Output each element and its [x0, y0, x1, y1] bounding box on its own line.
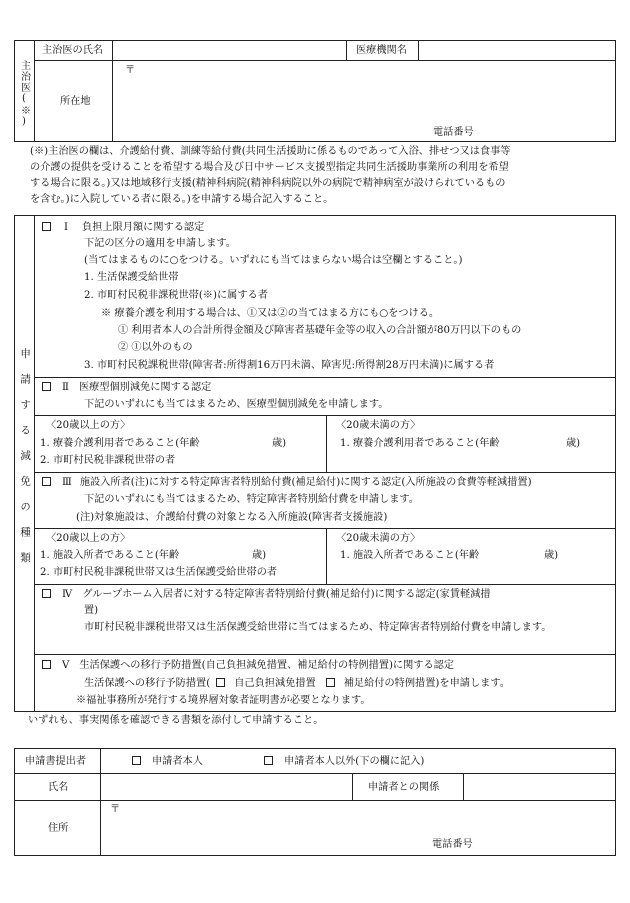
doctor-side-label: 主治医(※) — [18, 60, 30, 128]
section-3-left-item-1: 1. 施設入所者であること(年齢 — [40, 550, 180, 561]
section-4-title-cont: 置) — [84, 605, 99, 616]
reduction-side-divider — [34, 215, 35, 712]
section-2-left-item-1: 1. 療養介護利用者であること(年齢 — [40, 438, 200, 449]
section-1-item-1[interactable]: 1. 生活保護受給世帯 — [84, 272, 179, 283]
section-3-column-divider — [326, 528, 327, 584]
section-3-subdivider — [34, 528, 616, 529]
doctor-institution-label: 医療機関名 — [356, 45, 407, 56]
section-2-line-1: 下記のいずれにも当てはまるため、医療型個別減免を申請します。 — [84, 399, 389, 410]
reduction-side-label: 申請する減免の種類 — [19, 348, 32, 578]
section-3-left-item-2: 2. 市町村民税非課税世帯又は生活保護受給世帯の者 — [40, 567, 278, 578]
section-1-line-2: (当てはまるものに○をつける。いずれにも当てはまらない場合は空欄とすること。) — [84, 255, 463, 266]
doctor-address-label: 所在地 — [60, 96, 91, 107]
section-4-checkbox[interactable] — [42, 589, 51, 598]
submitter-other-checkbox[interactable] — [264, 756, 273, 765]
doctor-note-line-4: を含む。)に入院している者に限る。)を申請する場合記入すること。 — [30, 194, 334, 205]
section-3-right-item-1: 1. 施設入所者であること(年齢 — [340, 550, 480, 561]
section-2-right-age-field[interactable] — [508, 435, 564, 450]
section-2-left-item-2: 2. 市町村民税非課税世帯の者 — [40, 455, 176, 466]
section-5-line-1: 生活保護への移行予防措置( 自己負担減免措置 補足給付の特例措置)を申請します。 — [84, 678, 510, 689]
doctor-side-divider — [34, 40, 35, 142]
submitter-relation-divider-1 — [352, 773, 353, 800]
section-1-line-1: 下記の区分の適用を申請します。 — [84, 238, 236, 249]
section-2-divider — [34, 472, 616, 473]
doctor-inst-divider-2 — [418, 40, 419, 60]
submitter-phone-label: 電話番号 — [432, 839, 473, 850]
submitter-row-divider-1 — [14, 773, 616, 774]
section-1-divider — [34, 377, 616, 378]
submitter-self-checkbox[interactable] — [132, 756, 141, 765]
section-2-right-item-1: 1. 療養介護利用者であること(年齢 — [340, 438, 500, 449]
section-4-line-1: 市町村民税非課税世帯又は生活保護受給世帯に当てはまるため、特定障害者特別給付費を申請します。 — [84, 622, 552, 633]
section-2-left-age: 歳) — [272, 438, 287, 449]
section-3-checkbox[interactable] — [42, 477, 51, 486]
doctor-name-field[interactable] — [114, 42, 344, 58]
section-4-divider — [34, 654, 616, 655]
section-2-title[interactable]: Ⅱ 医療型個別減免に関する認定 — [42, 381, 211, 395]
submitter-relation-label: 申請者との関係 — [368, 782, 440, 793]
section-1-item-6[interactable]: 3. 市町村民税課税世帯(障害者:所得割16万円未満、障害児:所得割28万円未満)に属する者 — [84, 360, 495, 371]
supplementary-special-checkbox[interactable] — [326, 678, 335, 687]
submitter-postal-mark: 〒 — [110, 804, 121, 815]
section-1-checkbox[interactable] — [42, 222, 51, 231]
section-1-title[interactable]: Ⅰ 負担上限月額に関する認定 — [42, 221, 204, 235]
section-5-checkbox[interactable] — [42, 660, 51, 669]
section-3-left-head: 〈20歳以上の方〉 — [46, 533, 131, 544]
section-4-title[interactable]: Ⅳ グループホーム入居者に対する特定障害者特別給付費(補足給付)に関する認定(家賃軽減措 — [42, 588, 491, 602]
submitter-relation-field[interactable] — [465, 775, 614, 798]
section-2-column-divider — [326, 415, 327, 472]
doctor-row-divider — [34, 60, 616, 61]
section-2-right-head: 〈20歳未満の方〉 — [336, 420, 421, 431]
section-3-left-age: 歳) — [252, 550, 267, 561]
doctor-postal-mark: 〒 — [125, 65, 136, 76]
doctor-note-line-3: する場合に限る。)又は地域移行支援(精神科病院(精神科病院以外の病院で精神病室が設けられているもの — [30, 178, 506, 189]
section-3-right-age: 歳) — [544, 550, 559, 561]
doctor-phone-label: 電話番号 — [433, 127, 474, 138]
doctor-inst-divider-1 — [346, 40, 347, 60]
section-1-item-5[interactable]: ② ①以外のもの — [118, 342, 193, 353]
section-3-left-age-field[interactable] — [192, 547, 250, 562]
attach-note: いずれも、事実関係を確認できる書類を添付して申請すること。 — [28, 715, 324, 726]
doctor-note-line-1: (※)主治医の欄は、介護給付費、訓練等給付費(共同生活援助に係るものであって入浴、排せつ又は食事等 — [30, 146, 511, 157]
doctor-name-divider — [112, 40, 113, 60]
doctor-name-label: 主治医の氏名 — [42, 45, 104, 56]
submitter-address-field[interactable] — [102, 802, 614, 854]
section-5-line-2: ※福祉事務所が発行する境界層対象者証明書が必要となります。 — [76, 695, 371, 706]
submitter-option-other[interactable]: 申請者本人以外(下の欄に記入) — [264, 755, 424, 769]
submitter-name-field[interactable] — [102, 775, 350, 798]
section-3-right-head: 〈20歳未満の方〉 — [336, 533, 421, 544]
section-1-item-3: ※ 療養介護を利用する場合は、①又は②の当てはまる方にも○をつける。 — [101, 308, 440, 319]
section-3-divider — [34, 584, 616, 585]
section-2-checkbox[interactable] — [42, 382, 51, 391]
section-2-right-age: 歳) — [566, 438, 581, 449]
section-2-left-age-field[interactable] — [212, 435, 270, 450]
self-pay-reduction-checkbox[interactable] — [216, 678, 225, 687]
section-3-line-2: (注)対象施設は、介護給付費の対象となる入所施設(障害者支援施設) — [76, 512, 388, 523]
submitter-row-divider-2 — [14, 800, 616, 801]
section-3-title[interactable]: Ⅲ 施設入所者(注)に対する特定障害者特別給付費(補足給付)に関する認定(入所施設の食費等軽減措置) — [42, 476, 532, 490]
section-2-subdivider — [34, 415, 616, 416]
doctor-address-field[interactable] — [114, 62, 614, 140]
doctor-address-divider — [112, 60, 113, 142]
submitter-label: 申請書提出者 — [25, 756, 87, 767]
submitter-label-divider — [100, 748, 101, 856]
section-5-title[interactable]: Ⅴ 生活保護への移行予防措置(自己負担減免措置、補足給付の特例措置)に関する認定 — [42, 659, 454, 673]
submitter-option-self[interactable]: 申請者本人 — [132, 755, 203, 769]
submitter-name-label: 氏名 — [48, 782, 69, 793]
section-1-item-4[interactable]: ① 利用者本人の合計所得金額及び障害者基礎年金等の収入の合計額が80万円以下のもの — [118, 325, 522, 336]
submitter-address-label: 住所 — [48, 823, 69, 834]
section-1-item-2[interactable]: 2. 市町村民税非課税世帯(※)に属する者 — [84, 290, 268, 301]
section-3-right-age-field[interactable] — [486, 547, 542, 562]
doctor-note-line-2: の介護の提供を受けることを希望する場合及び日中サービス支援型指定共同生活援助事業所の利用を希望 — [30, 162, 509, 173]
section-3-line-1: 下記のいずれにも当てはまるため、特定障害者特別給付費を申請します。 — [84, 494, 419, 505]
submitter-relation-divider-2 — [463, 773, 464, 800]
section-2-left-head: 〈20歳以上の方〉 — [46, 420, 131, 431]
doctor-institution-field[interactable] — [420, 42, 614, 58]
